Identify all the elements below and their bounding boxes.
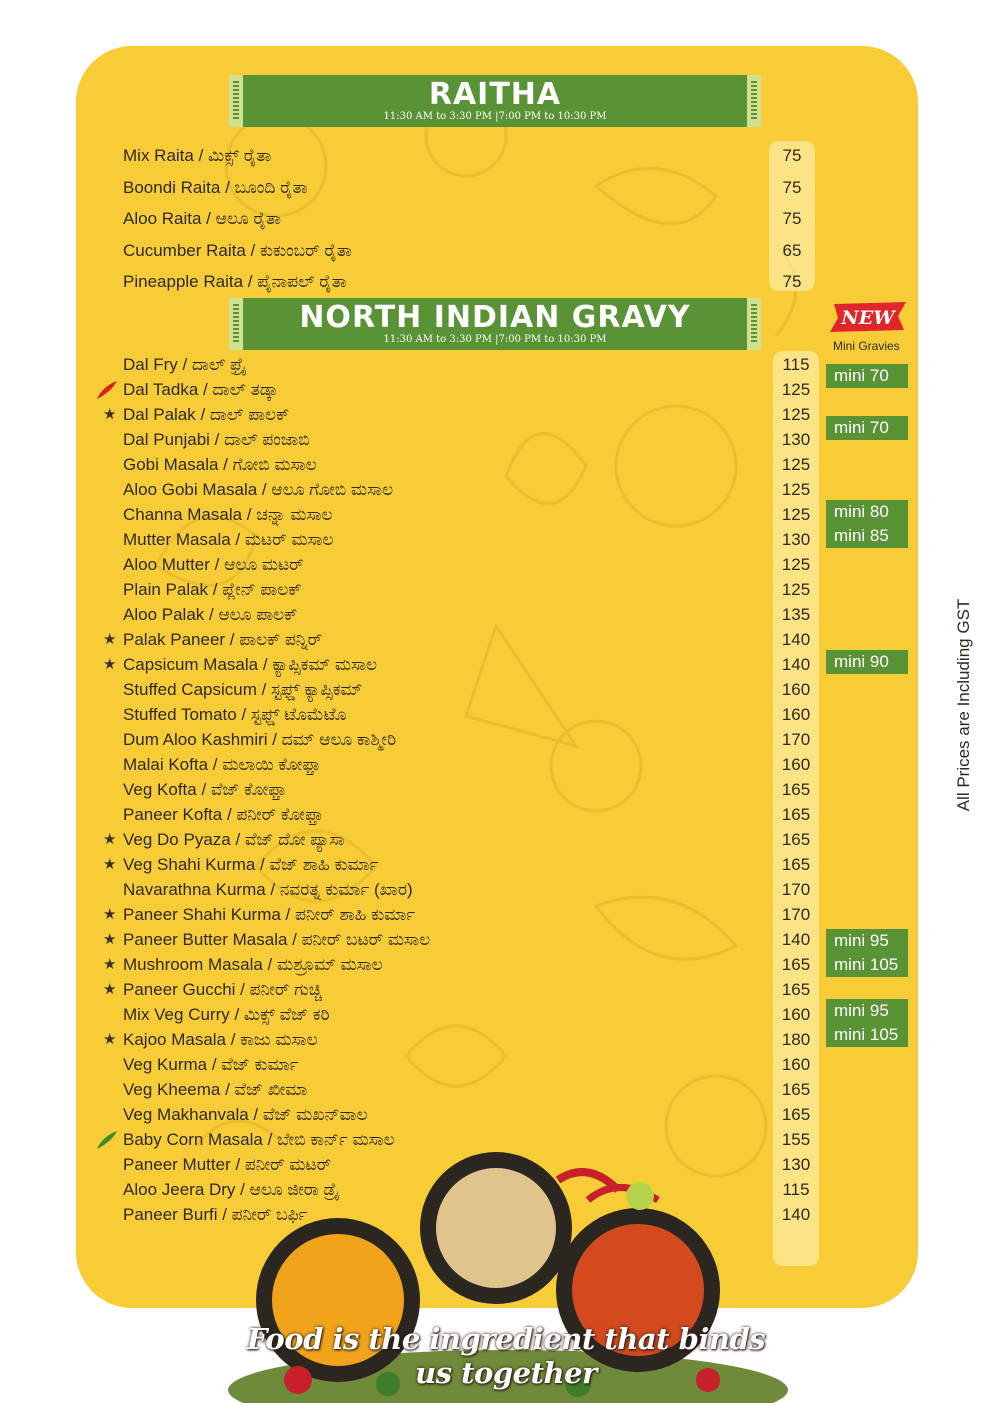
menu-item-price: 160 (781, 705, 811, 724)
menu-item-price: 75 (782, 209, 802, 229)
menu-item-name (123, 377, 278, 402)
menu-item-price: 165 (781, 805, 811, 824)
mini-gravies-label: Mini Gravies (833, 339, 900, 353)
menu-item-price: 130 (781, 530, 811, 549)
menu-item-price: 140 (781, 930, 811, 949)
menu-item-name (103, 627, 323, 652)
menu-item-name (103, 652, 378, 677)
menu-item-label: Palak Paneer / ಪಾಲಕ್ ಪನ್ನಿರ್ (123, 630, 323, 649)
mini-price: mini 105 (834, 955, 899, 974)
mini-price: mini 70 (834, 366, 889, 385)
menu-item-name (123, 502, 333, 527)
menu-item-price: 125 (781, 580, 811, 599)
menu-item-price: 75 (782, 146, 802, 165)
mini-price: mini 70 (834, 418, 889, 437)
menu-item-price: 165 (781, 1080, 811, 1099)
gst-note (952, 580, 976, 830)
menu-item-name: Cucumber Raita / ಕುಕುಂಬರ್ ರೈತಾ (123, 240, 352, 260)
green-chili-icon (95, 1129, 119, 1158)
menu-item-name (103, 827, 345, 852)
menu-item-label: Paneer Butter Masala / ಪನೀರ್ ಬಟರ್ ಮಸಾಲ (123, 930, 431, 949)
star-icon: ★ (103, 981, 117, 998)
raitha-banner (229, 75, 761, 127)
mini-price-box (826, 500, 908, 548)
menu-item-name (123, 527, 334, 552)
menu-item-label: Veg Makhanvala / ವೆಜ್ ಮಖನ್‌ವಾಲ (123, 1105, 368, 1124)
mini-price: mini 85 (834, 526, 889, 545)
menu-item-price: 170 (781, 905, 811, 924)
gravy-timing: 11:30 AM to 3:30 PM |7:00 PM to 10:30 PM (383, 334, 607, 345)
menu-item-label: Plain Palak / ಪ್ಲೇನ್ ಪಾಲಕ್ (123, 580, 302, 599)
menu-item-price: 140 (781, 630, 811, 649)
menu-item-name: Aloo Raita / ಆಲೂ ರೈತಾ (123, 209, 281, 229)
menu-item-label: Navarathna Kurma / ನವರತ್ನ ಕುರ್ಮಾ (ಖಾರ) (123, 880, 413, 899)
menu-item-label: Paneer Kofta / ಪನೀರ್ ಕೋಫ್ತಾ (123, 805, 324, 824)
gravy-banner (229, 298, 761, 350)
menu-item-price: 155 (781, 1130, 811, 1149)
star-icon: ★ (103, 656, 117, 673)
menu-item-name (103, 902, 416, 927)
raitha-timing: 11:30 AM to 3:30 PM |7:00 PM to 10:30 PM (383, 111, 607, 122)
menu-item-name (123, 1102, 368, 1127)
menu-item-label: Veg Kurma / ವೆಜ್ ಕುರ್ಮಾ (123, 1055, 299, 1074)
new-badge-icon (828, 300, 908, 334)
menu-item-price: 65 (782, 240, 802, 260)
menu-item-label: Aloo Mutter / ಆಲೂ ಮಟರ್ (123, 555, 304, 574)
mini-price: mini 95 (834, 931, 889, 950)
menu-item-name (123, 602, 297, 627)
menu-item-name (103, 977, 322, 1002)
mini-price-box (826, 650, 908, 674)
menu-item-price: 170 (781, 880, 811, 899)
menu-item-name (123, 777, 287, 802)
menu-item-price: 165 (781, 855, 811, 874)
menu-item-price: 125 (781, 380, 811, 399)
new-badge-label: NEW (841, 307, 895, 329)
menu-item-price: 140 (781, 1205, 811, 1224)
menu-item-label: Aloo Gobi Masala / ಆಲೂ ಗೋಬಿ ಮಸಾಲ (123, 480, 394, 499)
menu-item-label: Paneer Burfi / ಪನೀರ್ ಬರ್ಫಿ (123, 1205, 308, 1224)
menu-item-name (123, 352, 246, 377)
menu-item-price: 165 (781, 830, 811, 849)
menu-item-label: Malai Kofta / ಮಲಾಯಿ ಕೋಫ್ತಾ (123, 755, 321, 774)
menu-item-name (103, 1027, 318, 1052)
menu-item-label: Paneer Shahi Kurma / ಪನೀರ್ ಶಾಹಿ ಕುರ್ಮಾ (123, 905, 416, 924)
gst-note-text: All Prices are Including GST (954, 598, 973, 812)
menu-item-name (103, 402, 290, 427)
menu-item-name (123, 752, 321, 777)
menu-item-label: Baby Corn Masala / ಬೇಬಿ ಕಾರ್ನ್ ಮಸಾಲ (123, 1130, 395, 1149)
menu-item-label: Veg Kheema / ವೆಜ್ ಖೀಮಾ (123, 1080, 308, 1099)
menu-item-price: 115 (782, 355, 810, 374)
menu-item-name (123, 727, 396, 752)
menu-item-name (123, 1002, 330, 1027)
menu-item-name (123, 477, 393, 502)
star-icon: ★ (103, 956, 117, 973)
menu-item-price: 165 (781, 955, 811, 974)
gravy-title: NORTH INDIAN GRAVY (299, 300, 691, 335)
menu-item-label: Veg Do Pyaza / ವೆಜ್ ದೋ ಪ್ಯಾಸಾ (123, 830, 345, 849)
menu-item-price: 160 (781, 1005, 811, 1024)
menu-item-price: 125 (781, 480, 811, 499)
menu-item-price: 160 (781, 755, 811, 774)
menu-item-price: 140 (781, 655, 811, 674)
mini-price: mini 95 (834, 1001, 889, 1020)
menu-item-price: 165 (781, 1105, 811, 1124)
mini-price: mini 80 (834, 502, 889, 521)
menu-item-price: 125 (781, 405, 811, 424)
star-icon: ★ (103, 831, 117, 848)
menu-item-price: 165 (781, 980, 811, 999)
menu-item-label: Mushroom Masala / ಮಶ್ರೂಮ್ ಮಸಾಲ (123, 955, 383, 974)
menu-card (76, 46, 918, 1308)
menu-item-price: 125 (781, 455, 811, 474)
star-icon: ★ (103, 931, 117, 948)
menu-item-label: Kajoo Masala / ಕಾಜು ಮಸಾಲ (123, 1030, 318, 1049)
menu-item-price: 160 (781, 680, 811, 699)
menu-item-name (123, 577, 301, 602)
tagline: Food is the ingredient that binds us together (246, 1322, 766, 1390)
mini-price-box (826, 999, 908, 1047)
menu-item-label: Stuffed Tomato / ಸ್ಟಫ್ಡ್ ಟೊಮೆಟೊ (123, 705, 347, 724)
menu-item-label: Dal Punjabi / ದಾಲ್ ಪಂಜಾಬಿ (123, 430, 310, 449)
menu-item-label: Dum Aloo Kashmiri / ದಮ್ ಆಲೂ ಕಾಶ್ಮೀರಿ (123, 730, 397, 749)
menu-item-name (123, 1077, 307, 1102)
menu-item-name (123, 452, 317, 477)
menu-item-price: 75 (782, 272, 802, 292)
menu-item-price: 160 (781, 1055, 811, 1074)
menu-item-label: Dal Fry / ದಾಲ್ ಫ್ರೈ (123, 355, 247, 374)
star-icon: ★ (103, 906, 117, 923)
star-icon: ★ (103, 406, 117, 423)
mini-price: mini 105 (834, 1025, 899, 1044)
menu-item-label: Stuffed Capsicum / ಸ್ಟಫ್ಡ್ ಕ್ಯಾಪ್ಸಿಕಮ್ (123, 680, 363, 699)
menu-item-label: Dal Palak / ದಾಲ್ ಪಾಲಕ್ (123, 405, 290, 424)
mini-price-box (826, 364, 908, 388)
menu-item-price: 125 (781, 505, 811, 524)
menu-item-name (123, 552, 304, 577)
menu-item-label: Mix Veg Curry / ಮಿಕ್ಸ್ ವೆಜ್ ಕರಿ (123, 1005, 330, 1024)
star-icon: ★ (103, 1031, 117, 1048)
menu-item-price: 170 (781, 730, 811, 749)
menu-item-label: Gobi Masala / ಗೋಬಿ ಮಸಾಲ (123, 455, 317, 474)
raitha-title: RAITHA (428, 77, 562, 112)
menu-item-label: Paneer Mutter / ಪನೀರ್ ಮಟರ್ (123, 1155, 332, 1174)
menu-item-name (123, 427, 310, 452)
menu-item-label: Aloo Palak / ಆಲೂ ಪಾಲಕ್ (123, 605, 298, 624)
menu-item-price: 75 (782, 177, 802, 197)
menu-item-label: Capsicum Masala / ಕ್ಯಾಪ್ಸಿಕಮ್ ಮಸಾಲ (123, 655, 378, 674)
star-icon: ★ (103, 856, 117, 873)
menu-item-name: Boondi Raita / ಬೂಂದಿ ರೈತಾ (123, 177, 308, 197)
menu-item-price: 165 (781, 780, 811, 799)
menu-item-price: 135 (781, 605, 811, 624)
mini-price-box (826, 416, 908, 440)
menu-item-label: Paneer Gucchi / ಪನೀರ್ ಗುಚ್ಚಿ (123, 980, 322, 999)
menu-item-name (103, 852, 379, 877)
menu-item-label: Mutter Masala / ಮಟರ್ ಮಸಾಲ (123, 530, 334, 549)
menu-item-price: 180 (781, 1030, 811, 1049)
menu-item-name (103, 952, 383, 977)
menu-item-name (123, 1052, 299, 1077)
menu-item-price: 130 (781, 1155, 811, 1174)
menu-item-name: Mix Raita / ಮಿಕ್ಸ್ ರೈತಾ (123, 146, 272, 165)
menu-item-label: Dal Tadka / ದಾಲ್ ತಡ್ಕಾ (123, 380, 279, 399)
menu-item-price: 125 (781, 555, 811, 574)
menu-item-label: Aloo Jeera Dry / ಆಲೂ ಜೀರಾ ಡ್ರೈ (123, 1180, 340, 1199)
menu-item-price: 130 (781, 430, 811, 449)
menu-item-name (123, 677, 362, 702)
menu-item-label: Veg Kofta / ವೆಜ್ ಕೋಫ್ತಾ (123, 780, 287, 799)
menu-item-name (103, 927, 431, 952)
mini-price: mini 90 (834, 652, 889, 671)
menu-item-label: Channa Masala / ಚನ್ನಾ ಮಸಾಲ (123, 505, 333, 524)
menu-item-name: Pineapple Raita / ಪೈನಾಪಲ್ ರೈತಾ (123, 272, 347, 292)
menu-item-label: Veg Shahi Kurma / ವೆಜ್ ಶಾಹಿ ಕುರ್ಮಾ (123, 855, 379, 874)
mini-price-box (826, 929, 908, 977)
menu-item-name (123, 802, 323, 827)
menu-item-price: 115 (782, 1180, 810, 1199)
menu-item-name (123, 702, 346, 727)
menu-item-name (123, 877, 413, 902)
star-icon: ★ (103, 631, 117, 648)
